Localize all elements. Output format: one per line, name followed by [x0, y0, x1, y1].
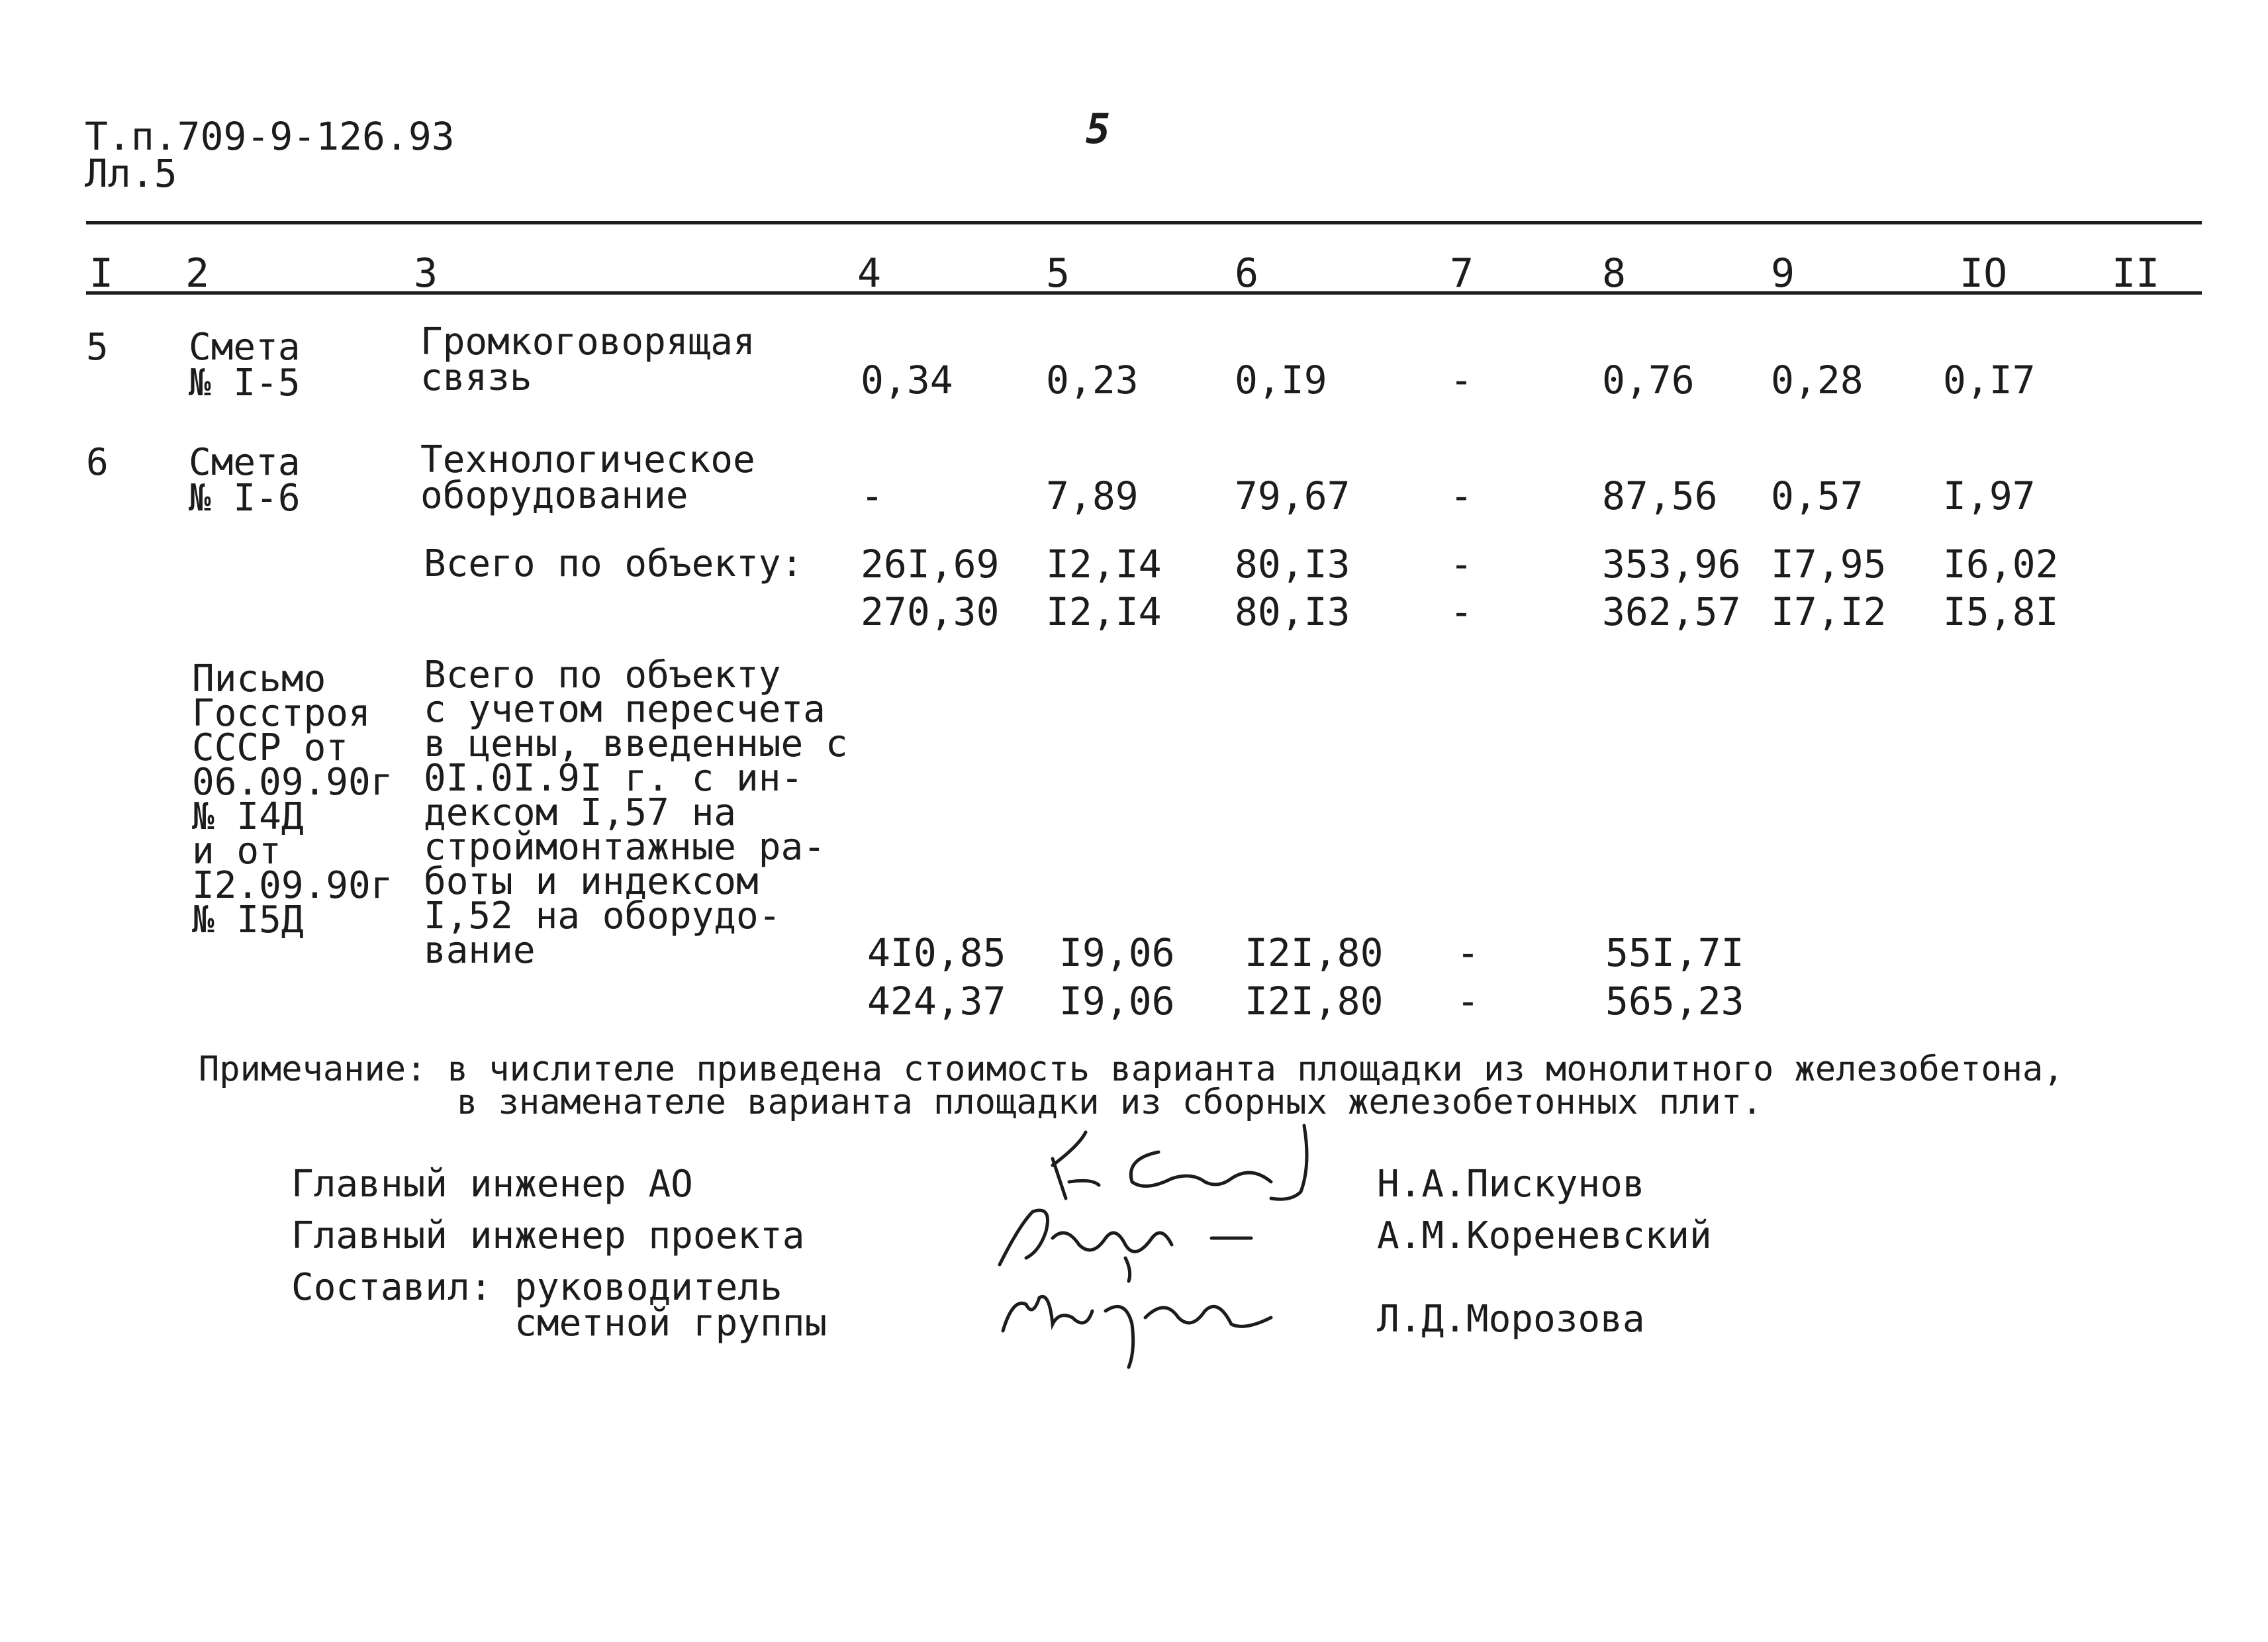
col-header-6: 6	[1235, 250, 1259, 297]
col-header-10: IO	[1960, 250, 2008, 297]
col-header-5: 5	[1046, 250, 1070, 297]
recalc-den-col5: I9,06	[1059, 979, 1175, 1024]
recalc-den-col6: I2I,80	[1245, 979, 1384, 1024]
recalc-num-col6: I2I,80	[1245, 930, 1384, 975]
col-header-8: 8	[1602, 250, 1627, 297]
cell-col9: 0,28	[1771, 358, 1864, 403]
col-header-9: 9	[1771, 250, 1795, 297]
total-label: Всего по объекту:	[424, 542, 804, 585]
col-header-11: II	[2112, 250, 2160, 297]
recalc-den-col4: 424,37	[867, 979, 1006, 1024]
signature-1-image	[1039, 1119, 1344, 1212]
row-name: Громкоговорящая связь	[420, 320, 755, 399]
col-header-4: 4	[857, 250, 882, 297]
cell-col6: 0,I9	[1235, 358, 1327, 403]
signer-role: Главный инженер АО	[291, 1163, 693, 1206]
total-num-col10: I6,02	[1943, 542, 2059, 587]
row-reference: Смета № I-5	[189, 326, 301, 405]
recalc-num-col8: 55I,7I	[1605, 930, 1744, 975]
col-header-2: 2	[185, 250, 210, 297]
signer-name: Н.А.Пискунов	[1377, 1163, 1645, 1206]
col-header-3: 3	[414, 250, 438, 297]
cell-col6: 79,67	[1235, 473, 1350, 518]
row-reference: Смета № I-6	[189, 441, 301, 520]
document-code: Т.п.709-9-126.93	[85, 114, 455, 159]
cell-col8: 0,76	[1602, 358, 1695, 403]
signer-name: Л.Д.Морозова	[1377, 1298, 1645, 1341]
page-number: 5	[1086, 105, 1111, 153]
top-rule	[86, 221, 2202, 224]
total-den-col4: 270,30	[861, 589, 1000, 634]
total-num-col8: 353,96	[1602, 542, 1741, 587]
recalc-num-col7: -	[1456, 930, 1480, 975]
recalc-label: Всего по объекту с учетом пересчета в цены, введенные с 0I.0I.9I г. с ин- дексом I,57 на строймонтажные ра- боты и индексом I,52 на оборудо- вание	[424, 653, 848, 972]
total-num-col9: I7,95	[1771, 542, 1887, 587]
total-den-col6: 80,I3	[1235, 589, 1350, 634]
total-num-col7: -	[1450, 542, 1473, 587]
col-header-1: I	[89, 250, 114, 297]
total-den-col7: -	[1450, 589, 1473, 634]
signer-name: А.М.Кореневский	[1377, 1214, 1712, 1257]
cell-col4: -	[861, 473, 884, 518]
row-number: 5	[86, 326, 109, 369]
signer-role: Главный инженер проекта	[291, 1214, 805, 1257]
row-number: 6	[86, 441, 109, 484]
total-den-col8: 362,57	[1602, 589, 1741, 634]
cell-col9: 0,57	[1771, 473, 1864, 518]
cell-col10: I,97	[1943, 473, 2036, 518]
total-den-col5: I2,I4	[1046, 589, 1162, 634]
cell-col7: -	[1450, 473, 1473, 518]
row-name: Технологическое оборудование	[420, 438, 755, 517]
recalc-den-col7: -	[1456, 979, 1480, 1024]
recalc-num-col4: 4I0,85	[867, 930, 1006, 975]
column-header-rule	[86, 291, 2202, 295]
recalc-den-col8: 565,23	[1605, 979, 1744, 1024]
cell-col5: 7,89	[1046, 473, 1139, 518]
cell-col4: 0,34	[861, 358, 953, 403]
cell-col7: -	[1450, 358, 1473, 403]
cell-col10: 0,I7	[1943, 358, 2036, 403]
note-line-1: Примечание: в числителе приведена стоимость варианта площадки из монолитного железобетона,	[199, 1049, 2064, 1089]
signer-role: Составил: руководитель сметной группы	[291, 1266, 827, 1345]
cell-col5: 0,23	[1046, 358, 1139, 403]
note-line-2: в знаменателе варианта площадки из сборных железобетонных плит.	[457, 1083, 1763, 1122]
total-num-col4: 26I,69	[861, 542, 1000, 587]
sheet-number: Лл.5	[85, 151, 177, 196]
total-den-col10: I5,8I	[1943, 589, 2059, 634]
recalc-reference: Письмо Госстроя СССР от 06.09.90г № I4Д и от I2.09.90г № I5Д	[192, 657, 393, 942]
total-den-col9: I7,I2	[1771, 589, 1887, 634]
cell-col8: 87,56	[1602, 473, 1718, 518]
signature-3-image	[993, 1271, 1284, 1371]
total-num-col6: 80,I3	[1235, 542, 1350, 587]
col-header-7: 7	[1450, 250, 1474, 297]
total-num-col5: I2,I4	[1046, 542, 1162, 587]
recalc-num-col5: I9,06	[1059, 930, 1175, 975]
